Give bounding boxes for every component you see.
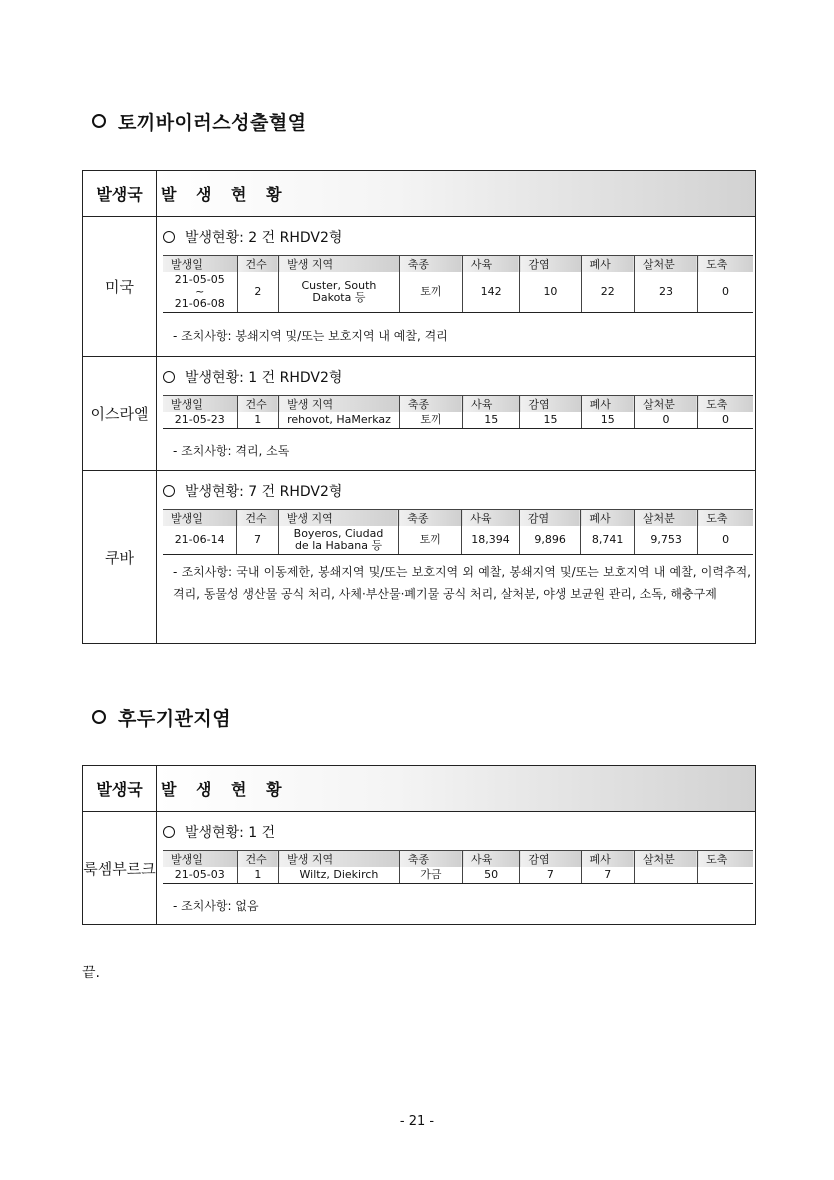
cell-deaths: 8,741 (581, 526, 635, 554)
cell-slaughtered: 0 (698, 272, 753, 312)
country-name: 룩셈부르크 (83, 812, 157, 924)
col-cases: 감염 (519, 510, 580, 527)
table-row (163, 272, 753, 312)
country-content (157, 471, 755, 643)
end-mark: 끝. (82, 965, 100, 981)
cell-region: Custer, South Dakota 등 (279, 272, 400, 312)
country-content (157, 812, 755, 924)
col-date: 발생일 (163, 256, 237, 273)
status-line (159, 471, 753, 509)
cell-deaths: 22 (581, 272, 634, 312)
status-text: 발생현황: 1 건 RHDV2형 (185, 370, 343, 386)
col-region: 발생 지역 (278, 510, 398, 527)
circle-bullet-icon (163, 485, 175, 497)
col-killed: 살처분 (634, 256, 697, 273)
country-name: 미국 (83, 217, 157, 356)
cell-species: 토끼 (399, 272, 462, 312)
measures-text: - 조치사항: 국내 이동제한, 봉쇄지역 및/또는 보호지역 외 예찰, 봉쇄지역 및/또는 보호지역 내 예찰, 이력추적, 격리, 동물성 생산물 공식 처리, 사체·부산물·폐기물 공식 처리, 살처분, 야생 보균원 관리, 소독, 해충구제 (173, 564, 751, 601)
col-cases: 감염 (520, 851, 581, 868)
col-species: 축종 (399, 510, 462, 527)
table-header (83, 766, 755, 812)
cell-cases: 9,896 (519, 526, 580, 554)
cell-species: 토끼 (399, 412, 462, 428)
detail-header-row (163, 396, 753, 413)
col-deaths: 폐사 (581, 256, 634, 273)
cell-susceptible: 18,394 (462, 526, 520, 554)
cell-slaughtered: 0 (698, 412, 753, 428)
table-row (163, 867, 753, 883)
cell-killed (634, 867, 697, 883)
status-text: 발생현황: 7 건 RHDV2형 (185, 484, 343, 500)
col-region: 발생 지역 (279, 256, 400, 273)
cell-species: 토끼 (399, 526, 462, 554)
section-title-text: 후두기관지염 (118, 708, 232, 730)
country-content (157, 357, 755, 470)
country-row-luxembourg (83, 812, 755, 924)
section-title-ilt (92, 704, 231, 731)
status-text: 발생현황: 1 건 (185, 825, 276, 841)
outbreak-table-ilt (82, 765, 756, 925)
circle-bullet-icon (92, 710, 106, 724)
cell-region: Wiltz, Diekirch (279, 867, 400, 883)
header-country: 발생국 (83, 766, 157, 811)
col-deaths: 폐사 (581, 851, 634, 868)
detail-header-row (163, 256, 753, 273)
cell-slaughtered (698, 867, 753, 883)
col-count: 건수 (237, 510, 278, 527)
col-date: 발생일 (163, 851, 237, 868)
circle-bullet-icon (92, 114, 106, 128)
country-name: 쿠바 (83, 471, 157, 643)
cell-date: 21-05-03 (163, 867, 237, 883)
country-row-cuba (83, 471, 755, 643)
col-species: 축종 (399, 396, 462, 413)
cell-region: rehovot, HaMerkaz (279, 412, 400, 428)
cell-slaughtered: 0 (698, 526, 753, 554)
page-number: - 21 - (399, 1114, 435, 1129)
col-count: 건수 (237, 851, 279, 868)
col-species: 축종 (399, 851, 462, 868)
col-susceptible: 사육 (462, 510, 520, 527)
cell-cases: 15 (520, 412, 581, 428)
detail-header-row (163, 851, 753, 868)
cell-killed: 0 (634, 412, 697, 428)
circle-bullet-icon (163, 826, 175, 838)
cell-count: 2 (237, 272, 279, 312)
col-killed: 살처분 (634, 510, 697, 527)
cell-susceptible: 15 (463, 412, 520, 428)
cell-count: 1 (237, 412, 279, 428)
col-slaughtered: 도축 (698, 396, 753, 413)
status-text: 발생현황: 2 건 RHDV2형 (185, 230, 343, 246)
cell-date: 21-06-14 (163, 526, 237, 554)
header-status: 발 생 현 황 (157, 766, 755, 811)
cell-susceptible: 142 (462, 272, 519, 312)
circle-bullet-icon (163, 371, 175, 383)
col-slaughtered: 도축 (698, 256, 753, 273)
col-susceptible: 사육 (462, 256, 519, 273)
measures-text: - 조치사항: 없음 (173, 898, 259, 913)
cell-cases: 7 (520, 867, 581, 883)
col-region: 발생 지역 (279, 851, 400, 868)
circle-bullet-icon (163, 231, 175, 243)
col-count: 건수 (237, 256, 279, 273)
col-count: 건수 (237, 396, 279, 413)
col-slaughtered: 도축 (698, 851, 753, 868)
cell-susceptible: 50 (463, 867, 520, 883)
table-header (83, 171, 755, 217)
col-deaths: 폐사 (581, 396, 634, 413)
outbreak-table-rhd (82, 170, 756, 644)
col-killed: 살처분 (634, 851, 697, 868)
col-susceptible: 사육 (463, 396, 520, 413)
status-line (159, 812, 753, 850)
cell-count: 1 (237, 867, 279, 883)
country-row-israel (83, 357, 755, 471)
col-cases: 감염 (520, 256, 581, 273)
table-row (163, 412, 753, 428)
header-status: 발 생 현 황 (157, 171, 755, 216)
section-title-text: 토끼바이러스성출혈열 (118, 112, 307, 134)
col-date: 발생일 (163, 510, 237, 527)
status-line (159, 357, 753, 395)
outbreak-detail-table (163, 850, 753, 884)
cell-date: 21-05-05 ~ 21-06-08 (163, 272, 237, 312)
cell-deaths: 7 (581, 867, 634, 883)
country-row-usa (83, 217, 755, 357)
measures-text: - 조치사항: 격리, 소독 (173, 443, 290, 458)
col-cases: 감염 (520, 396, 581, 413)
col-species: 축종 (399, 256, 462, 273)
table-row (163, 526, 753, 554)
header-country: 발생국 (83, 171, 157, 216)
detail-header-row (163, 510, 753, 527)
col-killed: 살처분 (634, 396, 697, 413)
col-deaths: 폐사 (581, 510, 635, 527)
outbreak-detail-table (163, 395, 753, 429)
country-content (157, 217, 755, 356)
cell-region: Boyeros, Ciudad de la Habana 등 (278, 526, 398, 554)
outbreak-detail-table (163, 255, 753, 313)
section-title-rhd (92, 108, 307, 135)
cell-date: 21-05-23 (163, 412, 237, 428)
status-line (159, 217, 753, 255)
col-date: 발생일 (163, 396, 237, 413)
cell-killed: 23 (634, 272, 697, 312)
country-name: 이스라엘 (83, 357, 157, 470)
cell-species: 가금 (399, 867, 462, 883)
cell-killed: 9,753 (634, 526, 697, 554)
col-susceptible: 사육 (463, 851, 520, 868)
col-slaughtered: 도축 (698, 510, 753, 527)
cell-deaths: 15 (581, 412, 634, 428)
col-region: 발생 지역 (279, 396, 400, 413)
outbreak-detail-table (163, 509, 753, 555)
cell-count: 7 (237, 526, 278, 554)
measures-text: - 조치사항: 봉쇄지역 및/또는 보호지역 내 예찰, 격리 (173, 328, 448, 343)
cell-cases: 10 (520, 272, 581, 312)
